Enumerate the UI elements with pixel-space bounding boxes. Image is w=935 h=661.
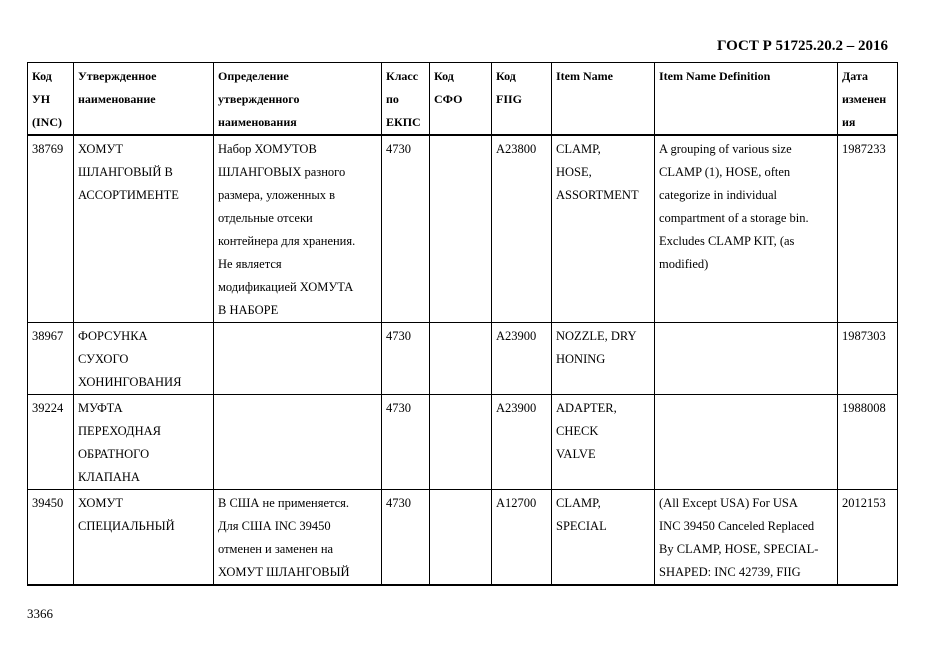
column-header-fiig-code: Код FIIG <box>492 63 552 136</box>
cell-text-line: КЛАПАНА <box>78 470 140 484</box>
cell-text-line: Для США INC 39450 <box>218 519 331 533</box>
cell-text-line: 1988008 <box>842 401 886 415</box>
item-name-cell <box>552 323 655 395</box>
sfo-code-cell <box>430 490 492 586</box>
approved-name-cell <box>74 395 214 490</box>
cell-text-line: VALVE <box>556 447 596 461</box>
change-date-cell <box>838 395 898 490</box>
cell-text-line: By CLAMP, HOSE, SPECIAL- <box>659 542 819 556</box>
cell-text-line: В США не применяется. <box>218 496 350 510</box>
cell-text-line: модификацией ХОМУТА <box>218 280 354 294</box>
column-header-definition: Определение утвержденного наименования <box>214 63 382 136</box>
cell-text-line: ASSORTMENT <box>556 188 639 202</box>
fiig-code-cell <box>492 135 552 323</box>
cell-text-line: compartment of a storage bin. <box>659 211 809 225</box>
cell-text-line: 4730 <box>386 142 411 156</box>
cell-text-line: A23900 <box>496 401 537 415</box>
cell-text-line: контейнера для хранения. <box>218 234 356 248</box>
cell-text-line: ОБРАТНОГО <box>78 447 150 461</box>
item-name-cell <box>552 490 655 586</box>
column-header-approved-name: Утвержденное наименование <box>74 63 214 136</box>
cell-text-line: отдельные отсеки <box>218 211 313 225</box>
cell-text-line: modified) <box>659 257 709 271</box>
table-row <box>28 323 898 395</box>
cell-text-line: 4730 <box>386 329 411 343</box>
cell-text-line: ШЛАНГОВЫЙ В <box>78 165 173 179</box>
change-date-cell <box>838 135 898 323</box>
cell-text-line: HOSE, <box>556 165 592 179</box>
cell-text-line: АССОРТИМЕНТЕ <box>78 188 179 202</box>
cell-text-line: SHAPED: INC 42739, FIIG <box>659 565 801 579</box>
cell-text-line: CHECK <box>556 424 599 438</box>
column-header-sfo-code: Код СФО <box>430 63 492 136</box>
cell-text-line: 4730 <box>386 496 411 510</box>
table-header-row <box>28 63 898 136</box>
definition-cell <box>214 395 382 490</box>
ekps-class-cell <box>382 490 430 586</box>
cell-text-line: ПЕРЕХОДНАЯ <box>78 424 161 438</box>
cell-text-line: CLAMP (1), HOSE, often <box>659 165 791 179</box>
ekps-class-cell <box>382 323 430 395</box>
cell-text-line: Набор ХОМУТОВ <box>218 142 317 156</box>
cell-text-line: 38967 <box>32 329 64 343</box>
cell-text-line: ФОРСУНКА <box>78 329 148 343</box>
column-header-change-date: Дата изменен ия <box>838 63 898 136</box>
sfo-code-cell <box>430 323 492 395</box>
cell-text-line: NOZZLE, DRY <box>556 329 637 343</box>
item-name-definition-cell <box>655 135 838 323</box>
column-header-item-name: Item Name <box>552 63 655 136</box>
table-row <box>28 395 898 490</box>
cell-text-line: 39224 <box>32 401 64 415</box>
table-row <box>28 135 898 323</box>
cell-text-line: INC 39450 Canceled Replaced <box>659 519 815 533</box>
cell-text-line: CLAMP, <box>556 496 601 510</box>
cell-text-line: 1987233 <box>842 142 886 156</box>
cell-text-line: СПЕЦИАЛЬНЫЙ <box>78 519 175 533</box>
cell-text-line: Excludes CLAMP KIT, (as <box>659 234 795 248</box>
cell-text-line: categorize in individual <box>659 188 778 202</box>
sfo-code-cell <box>430 135 492 323</box>
ekps-class-cell <box>382 395 430 490</box>
fiig-code-cell <box>492 395 552 490</box>
approved-name-cell <box>74 135 214 323</box>
item-name-definition-cell <box>655 490 838 586</box>
change-date-cell <box>838 323 898 395</box>
cell-text-line: Не является <box>218 257 282 271</box>
cell-text-line: ADAPTER, <box>556 401 617 415</box>
cell-text-line: МУФТА <box>78 401 123 415</box>
column-header-inc-code: Код УН (INC) <box>28 63 74 136</box>
table-row <box>28 490 898 586</box>
cell-text-line: (All Except USA) For USA <box>659 496 798 510</box>
definition-cell <box>214 135 382 323</box>
cell-text-line: A23900 <box>496 329 537 343</box>
inc-code-cell <box>28 323 74 395</box>
cell-text-line: В НАБОРЕ <box>218 303 279 317</box>
cell-text-line: ШЛАНГОВЫХ разного <box>218 165 346 179</box>
cell-text-line: ХОНИНГОВАНИЯ <box>78 375 182 389</box>
definition-cell <box>214 490 382 586</box>
definition-cell <box>214 323 382 395</box>
cell-text-line: отменен и заменен на <box>218 542 334 556</box>
approved-name-cell <box>74 323 214 395</box>
change-date-cell <box>838 490 898 586</box>
cell-text-line: 1987303 <box>842 329 886 343</box>
column-header-item-name-definition: Item Name Definition <box>655 63 838 136</box>
cell-text-line: 2012153 <box>842 496 886 510</box>
cell-text-line: 39450 <box>32 496 64 510</box>
cell-text-line: СУХОГО <box>78 352 129 366</box>
cell-text-line: ХОМУТ ШЛАНГОВЫЙ <box>218 565 350 579</box>
fiig-code-cell <box>492 490 552 586</box>
approved-name-cell <box>74 490 214 586</box>
item-name-definition-cell <box>655 323 838 395</box>
cell-text-line: размера, уложенных в <box>218 188 336 202</box>
cell-text-line: ХОМУТ <box>78 142 124 156</box>
item-name-definition-cell <box>655 395 838 490</box>
page-number: 3366 <box>27 606 53 621</box>
inc-code-cell <box>28 395 74 490</box>
cell-text-line: HONING <box>556 352 606 366</box>
fiig-code-cell <box>492 323 552 395</box>
cell-text-line: CLAMP, <box>556 142 601 156</box>
document-standard-header: ГОСТ Р 51725.20.2 – 2016 <box>716 38 888 54</box>
cell-text-line: A12700 <box>496 496 537 510</box>
cell-text-line: A grouping of various size <box>659 142 792 156</box>
inc-code-cell <box>28 135 74 323</box>
item-catalog-table <box>27 62 898 586</box>
cell-text-line: ХОМУТ <box>78 496 124 510</box>
item-name-cell <box>552 395 655 490</box>
ekps-class-cell <box>382 135 430 323</box>
cell-text-line: SPECIAL <box>556 519 607 533</box>
cell-text-line: 4730 <box>386 401 411 415</box>
cell-text-line: 38769 <box>32 142 64 156</box>
item-name-cell <box>552 135 655 323</box>
cell-text-line: A23800 <box>496 142 537 156</box>
inc-code-cell <box>28 490 74 586</box>
sfo-code-cell <box>430 395 492 490</box>
column-header-ekps-class: Класс по ЕКПС <box>382 63 430 136</box>
